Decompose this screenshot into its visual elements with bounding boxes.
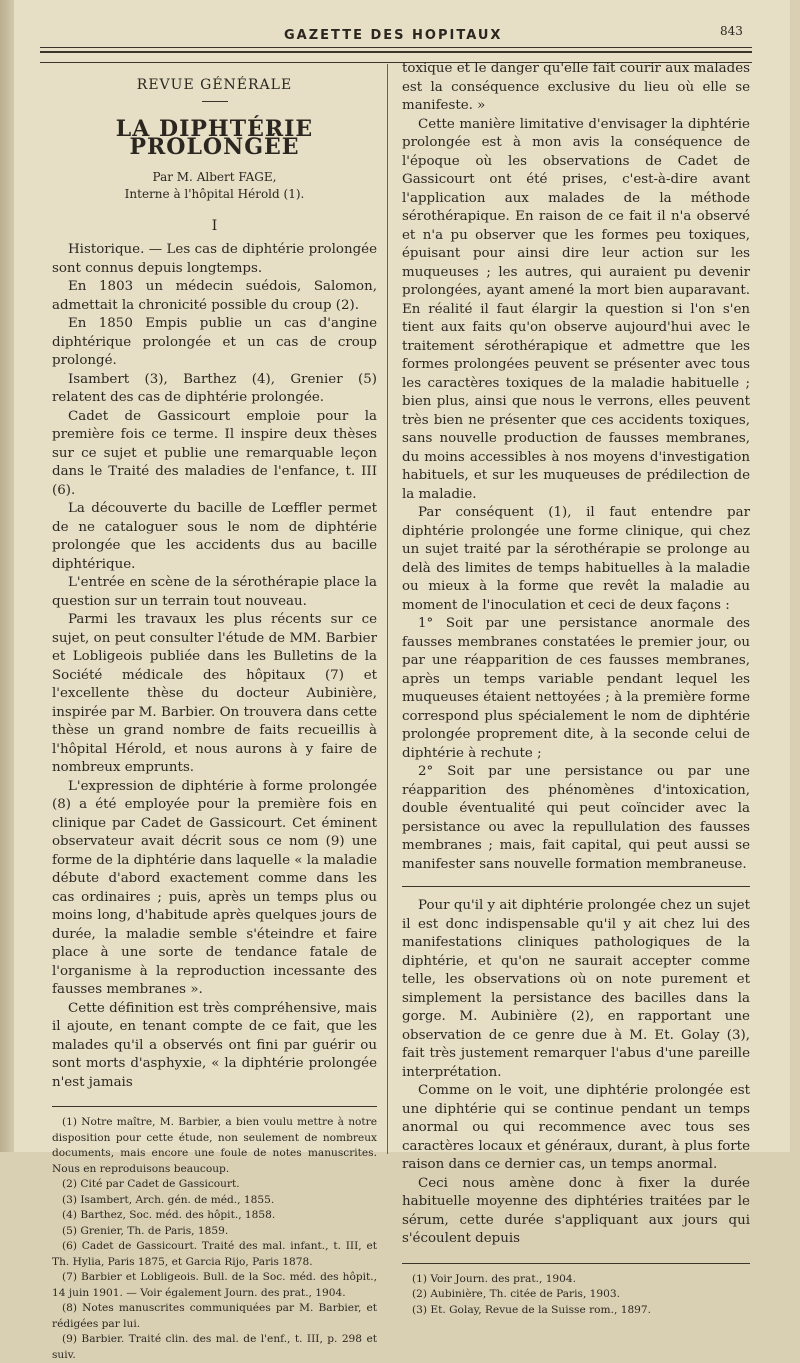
footnote: (1) Notre maître, M. Barbier, a bien voulu mettre à notre disposition pour cette étude, non seulement de nombreux documents, mais encore une foule de notes manuscrites. Nous en reproduisons beaucoup. <box>52 1116 377 1175</box>
footnote: (3) Et. Golay, Revue de la Suisse rom., 1897. <box>412 1303 652 1316</box>
footnote: (6) Cadet de Gassicourt. Traité des mal. infant., t. III, et Th. Hylia, Paris 1875, et Garcia Rijo, Paris 1878. <box>52 1240 377 1268</box>
paragraph: Cette définition est très compréhensive, mais il ajoute, en tenant compte de ce fait, que les malades qu'il a observés ont fini par guérir ou sont morts d'asphyxie, « la diphtérie prolongée n'est jamais <box>52 1000 377 1090</box>
paragraph: L'entrée en scène de la sérothérapie place la question sur un terrain tout nouveau. <box>52 575 377 609</box>
column-divider <box>387 64 388 1154</box>
article-title: LA DIPHTÉRIE PROLONGÉE <box>115 115 314 160</box>
author-byline: Par M. Albert FAGE, <box>152 169 277 184</box>
footnote: (9) Barbier. Traité clin. des mal. de l'enf., t. III, p. 298 et suiv. <box>52 1333 377 1361</box>
newspaper-page <box>14 0 790 1361</box>
footnote: (1) Voir Journ. des prat., 1904. <box>412 1272 577 1285</box>
footnotes-right <box>402 1272 750 1319</box>
section-label: REVUE GÉNÉRALE <box>136 77 293 93</box>
footnotes-left <box>52 1115 377 1363</box>
header-rule-top <box>40 47 752 48</box>
paragraph: Pour qu'il y ait diphtérie prolongée chez un sujet il est donc indispensable qu'il y ait chez lui des manifestations cliniques pathologiques de la diphtérie, et qu'on ne saurait accepter comme telle, les observations où on note purement et simplement la persistance des bacilles dans la gorge. M. Aubinière (2), en rapportant une observation de ce genre due à M. Et. Golay (3), fait très justement remarquer l'abus d'une pareille interprétation. <box>402 898 750 1080</box>
section-separator <box>402 886 750 887</box>
left-column <box>52 68 377 1363</box>
page-number: 843 <box>720 24 743 38</box>
paragraph: Historique. — Les cas de diphtérie prolongée sont connus depuis longtemps. <box>52 242 377 276</box>
part-number: I <box>211 217 218 234</box>
footnote: (5) Grenier, Th. de Paris, 1859. <box>62 1224 229 1237</box>
paragraph: toxique et le danger qu'elle fait courir aux malades est la conséquence exclusive du lieu où elle se manifeste. » <box>402 61 750 113</box>
paragraph: La découverte du bacille de Lœffler permet de ne cataloguer sous le nom de diphtérie prolongée que les accidents dus au bacille diphtérique. <box>52 501 377 572</box>
paragraph: Cette manière limitative d'envisager la diphtérie prolongée est à mon avis la conséquence de l'époque où les observations de Cadet de Gassicourt ont été prises, c'est-à-dire avant l'application aux malades de la méthode sérothérapique. En raison de ce fait il n'a observé et n'a pu observer que les formes peu toxiques, épuisant pour ainsi dire leur action sur les muqueuses ; les autres, qui auraient pu devenir prolongées, ayant amené la mort bien auparavant. En réalité il faut élargir la question si l'on s'en tient aux faits qu'on observe aujourd'hui avec le traitement sérothérapique et admettre que les formes prolongées peuvent se présenter avec tous les caractères toxiques de la maladie habituelle ; bien plus, ainsi que nous le verrons, elles peuvent très bien ne présenter que ces accidents toxiques, sans nouvelle production de fausses membranes, du moins accessibles à nos moyens d'investigation habituels, et sur les muqueuses de prédilection de la maladie. <box>402 116 750 502</box>
author-affiliation: Interne à l'hôpital Hérold (1). <box>124 186 305 201</box>
section-rule <box>202 101 228 102</box>
header-rule-thick <box>40 51 752 53</box>
footnote-rule <box>52 1106 377 1107</box>
paragraph: L'expression de diphtérie à forme prolongée (8) a été employée pour la première fois en clinique par Cadet de Gassicourt. Cet éminent observateur avait décrit sous ce nom (9) une forme de la diphtérie dans laquelle « la maladie débute d'abord exactement comme dans les cas ordinaires ; puis, après un temps plus ou moins long, d'habitude après quelques jours de durée, la maladie semble s'éteindre et faire place à une sorte de tendance fatale de l'organisme à la reproduction incessante des fausses membranes ». <box>52 778 377 997</box>
paragraph: Parmi les travaux les plus récents sur ce sujet, on peut consulter l'étude de MM. Barbier et Lobligeois publiée dans les Bulletins de la Société médicale des hôpitaux (7) et l'excellente thèse du docteur Aubinière, inspirée par M. Barbier. On trouvera dans cette thèse un grand nombre de faits recueillis à l'hôpital Hérold, et nous aurons à y faire de nombreux emprunts. <box>52 612 377 775</box>
paragraph: Ceci nous amène donc à fixer la durée habituelle moyenne des diphtéries traitées par le sérum, cette durée s'appliquant aux jours qui s'écoulent depuis <box>402 1175 750 1246</box>
footnote: (3) Isambert, Arch. gén. de méd., 1855. <box>62 1193 275 1206</box>
list-item: 2° Soit par une persistance ou par une réapparition des phénomènes d'intoxication, double éventualité qui peut coïncider avec la persistance ou avec la repullulation des fausses membranes ; mais, fait capital, qui peut aussi se manifester sans nouvelle formation membraneuse. <box>402 764 750 872</box>
journal-title: GAZETTE DES HOPITAUX <box>284 28 503 43</box>
right-column <box>402 60 750 1318</box>
paragraph: Comme on le voit, une diphtérie prolongée est une diphtérie qui se continue pendant un temps anormal ou qui recommence avec tous ses caractères locaux et généraux, durant, à plus forte raison dans ce dernier cas, un temps anormal. <box>402 1083 750 1172</box>
paragraph: En 1803 un médecin suédois, Salomon, admettait la chronicité possible du croup (2). <box>52 279 377 313</box>
footnote: (2) Cité par Cadet de Gassicourt. <box>62 1178 240 1190</box>
footnote: (8) Notes manuscrites communiquées par M. Barbier, et rédigées par lui. <box>52 1302 377 1330</box>
paragraph: En 1850 Empis publie un cas d'angine diphtérique prolongée et un cas de croup prolongé. <box>52 316 377 368</box>
paragraph: Par conséquent (1), il faut entendre par diphtérie prolongée une forme clinique, qui chez un sujet traité par la sérothérapie se prolonge au delà des limites de temps habituelles à la maladie ou mieux à la forme que revêt la maladie au moment de l'inoculation et ceci de deux façons : <box>402 505 750 613</box>
running-head <box>14 24 790 48</box>
paragraph: Cadet de Gassicourt emploie pour la première fois ce terme. Il inspire deux thèses sur ce sujet et publie une remarquable leçon dans le Traité des maladies de l'enfance, t. III (6). <box>52 408 377 498</box>
footnote: (7) Barbier et Lobligeois. Bull. de la Soc. méd. des hôpit., 14 juin 1901. — Voir également Journ. des prat., 1904. <box>52 1271 377 1299</box>
footnote-rule <box>402 1263 750 1264</box>
footnote: (2) Aubinière, Th. citée de Paris, 1903. <box>412 1288 621 1300</box>
footnote: (4) Barthez, Soc. méd. des hôpit., 1858. <box>62 1209 276 1221</box>
list-item: 1° Soit par une persistance anormale des fausses membranes constatées le premier jour, ou par une réapparition de ces fausses membranes, après un temps variable pendant lequel les muqueuses étaient nettoyées ; à la première forme correspond plus spécialement le nom de diphtérie prolongée proprement dite, à la seconde celui de diphtérie à rechute ; <box>402 616 750 761</box>
paragraph: Isambert (3), Barthez (4), Grenier (5) relatent des cas de diphtérie prolongée. <box>52 371 377 405</box>
